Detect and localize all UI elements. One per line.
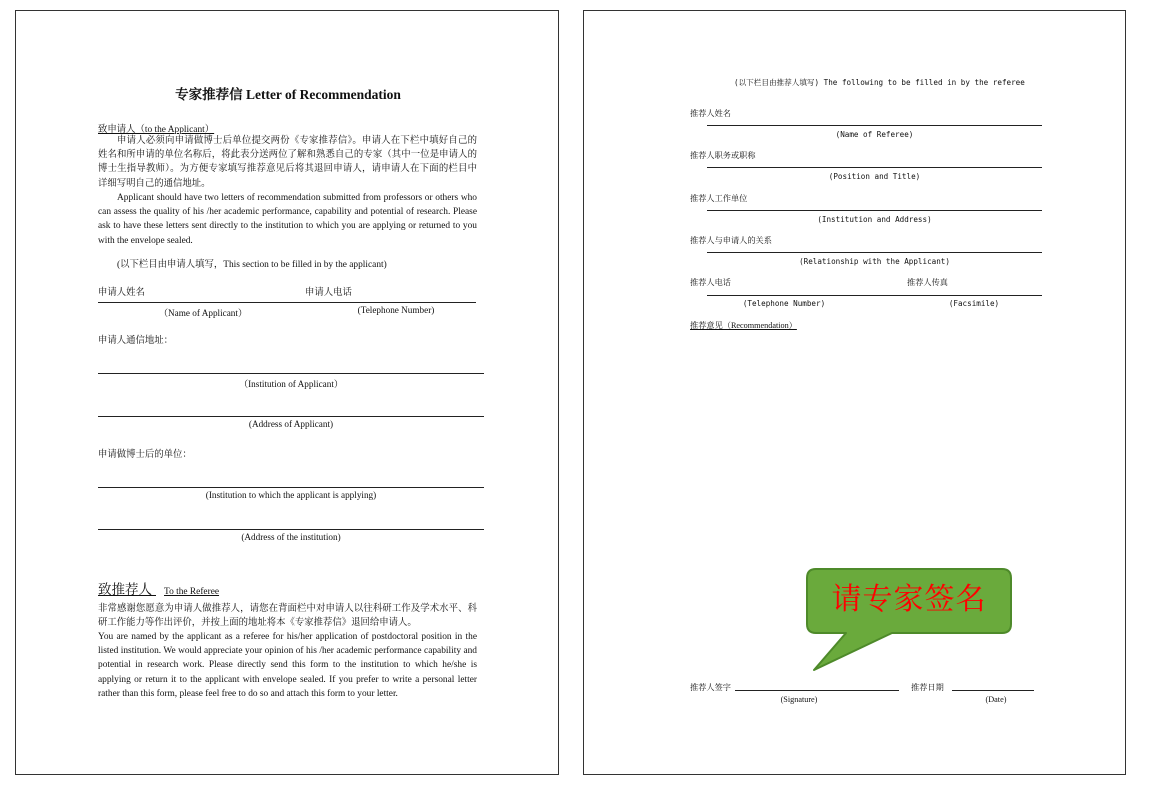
address-caption: (Address of Applicant) bbox=[248, 419, 334, 429]
referee-phone-caption: (Telephone Number) bbox=[742, 299, 826, 308]
applying-institution-caption: (Institution to which the applicant is applying) bbox=[205, 490, 377, 500]
applicant-heading: 致申请人（to the Applicant） bbox=[98, 125, 215, 135]
institution-caption: （Institution of Applicant） bbox=[238, 379, 344, 389]
relationship-label: 推荐人与申请人的关系 bbox=[690, 236, 772, 245]
referee-section-note: (以下栏目由推荐人填写) The following to be filled in by the referee bbox=[734, 78, 1025, 87]
relationship-caption: (Relationship with the Applicant) bbox=[799, 257, 950, 266]
left-page bbox=[15, 10, 559, 775]
applicant-phone-caption: (Telephone Number) bbox=[357, 305, 435, 315]
applicant-name-caption: （Name of Applicant） bbox=[158, 308, 248, 318]
referee-fax-caption: (Facsimile) bbox=[948, 299, 1000, 308]
referee-instructions-cn: 非常感谢您愿意为申请人做推荐人，请您在背面栏中对申请人以往科研工作及学术水平、科研工作能力等作出评价，并按上面的地址将本《专家推荐信》退回给申请人。 bbox=[98, 604, 477, 629]
sign-here-callout bbox=[806, 568, 1014, 674]
applicant-instructions-en: Applicant should have two letters of recommendation submitted from professors or others who can assess the quality of his /her academic performance, capability and potential of research. Please ask to have these letters sent directly to the institution to which you are applying or returned to you with the envelope sealed. bbox=[98, 193, 477, 246]
applicant-section-note: (以下栏目由申请人填写，This section to be filled in by the applicant) bbox=[117, 260, 387, 270]
callout-text: 请专家签名 bbox=[831, 582, 987, 617]
referee-name-label: 推荐人姓名 bbox=[690, 109, 731, 118]
recommendation-label: 推荐意见（Recommendation） bbox=[690, 321, 797, 330]
phone-fax-line[interactable] bbox=[707, 295, 1042, 296]
applicant-instructions-cn: 申请人必须向申请做博士后单位提交两份《专家推荐信》。申请人在下栏中填好自己的姓名和所申请的单位名称后，将此表分送两位了解和熟悉自己的专家（其中一位是申请人的博士生指导教师）。为方便专家填写推荐意见后将其退回申请人，请申请人在下面的栏目中详细写明自己的通信地址。 bbox=[98, 136, 477, 189]
workplace-label: 推荐人工作单位 bbox=[690, 194, 748, 203]
referee-heading bbox=[98, 578, 219, 599]
referee-fax-label: 推荐人传真 bbox=[907, 278, 948, 287]
referee-heading-en: To the Referee bbox=[164, 587, 220, 597]
referee-name-line[interactable] bbox=[707, 125, 1042, 126]
workplace-caption: (Institution and Address) bbox=[817, 215, 932, 224]
address-line[interactable] bbox=[98, 416, 484, 417]
postdoc-institution-label: 申请做博士后的单位： bbox=[98, 450, 192, 460]
relationship-line[interactable] bbox=[707, 252, 1042, 253]
referee-name-caption: (Name of Referee) bbox=[835, 130, 914, 139]
date-line[interactable] bbox=[952, 690, 1034, 691]
position-caption: (Position and Title) bbox=[828, 172, 921, 181]
applicant-name-label: 申请人姓名 bbox=[98, 288, 145, 298]
referee-heading-cn: 致推荐人 bbox=[98, 582, 152, 597]
date-label: 推荐日期 bbox=[911, 683, 944, 692]
applicant-name-phone-line[interactable] bbox=[98, 302, 476, 303]
referee-instructions-en: You are named by the applicant as a referee for his/her application of postdoctoral position in the listed institution. We would appreciate your opinion of his /her academic performance capability and potential in research work. Please directly send this form to the institution to which he/she is applying or return it to the applicant with envelope sealed. If you prefer to write a personal letter rather than this form, please feel free to do so and attach this form to your letter. bbox=[98, 632, 477, 699]
position-line[interactable] bbox=[707, 167, 1042, 168]
referee-phone-label: 推荐人电话 bbox=[690, 278, 731, 287]
institution-address-caption: (Address of the institution) bbox=[241, 532, 341, 542]
workplace-line[interactable] bbox=[707, 210, 1042, 211]
signature-caption: (Signature) bbox=[780, 695, 818, 704]
applying-institution-line[interactable] bbox=[98, 487, 484, 488]
signature-line[interactable] bbox=[735, 690, 899, 691]
position-label: 推荐人职务或职称 bbox=[690, 151, 756, 160]
institution-address-line[interactable] bbox=[98, 529, 484, 530]
applicant-phone-label: 申请人电话 bbox=[305, 288, 352, 298]
applicant-address-label: 申请人通信地址： bbox=[98, 336, 174, 346]
page-title: 专家推荐信 Letter of Recommendation bbox=[175, 87, 401, 102]
date-caption: (Date) bbox=[985, 695, 1007, 704]
institution-line[interactable] bbox=[98, 373, 484, 374]
signature-label: 推荐人签字 bbox=[690, 683, 731, 692]
